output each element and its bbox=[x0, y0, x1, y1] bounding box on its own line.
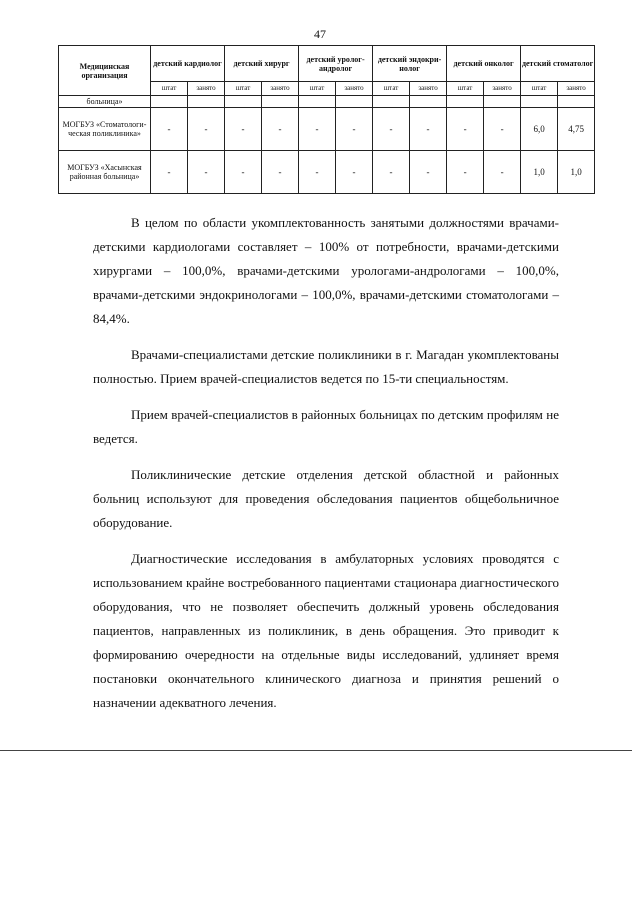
subheader-occupied: занято bbox=[484, 82, 521, 96]
table-row bbox=[59, 108, 595, 151]
header-specialty: детский кардиолог bbox=[151, 46, 225, 82]
paragraph: В целом по области укомплектованность занятыми должностями врачами-детскими кардиологами составляет – 100% от потребности, врачами-детскими хирургами – 100,0%, врачами-детскими урологами-андрологами – 100,0%, врачами-детскими эндокринологами – 100,0%, врачами-детскими стоматологами – 84,4%. bbox=[93, 215, 559, 326]
value-cell bbox=[225, 96, 262, 108]
value-cell: - bbox=[484, 151, 521, 194]
value-cell: - bbox=[262, 108, 299, 151]
table-row bbox=[59, 96, 595, 108]
value-cell bbox=[373, 96, 410, 108]
value-cell: - bbox=[225, 151, 262, 194]
table-row bbox=[59, 151, 595, 194]
value-cell: 1,0 bbox=[521, 151, 558, 194]
value-cell: - bbox=[225, 108, 262, 151]
value-cell bbox=[410, 96, 447, 108]
value-cell: - bbox=[373, 151, 410, 194]
value-cell: - bbox=[373, 108, 410, 151]
value-cell: - bbox=[447, 151, 484, 194]
value-cell: - bbox=[151, 108, 188, 151]
subheader-occupied: занято bbox=[262, 82, 299, 96]
subheader-staff: штат bbox=[151, 82, 188, 96]
paragraph: Поликлинические детские отделения детской областной и районных больниц используют для проведения обследования пациентов общебольничное оборудование. bbox=[93, 467, 559, 530]
value-cell: - bbox=[262, 151, 299, 194]
value-cell: - bbox=[188, 108, 225, 151]
subheader-staff: штат bbox=[521, 82, 558, 96]
header-specialty: детский хирург bbox=[225, 46, 299, 82]
paragraph: Врачами-специалистами детские поликлиники в г. Магадан укомплектованы полностью. Прием врачей-специалистов ведется по 15-ти специальностям. bbox=[93, 347, 559, 386]
value-cell: - bbox=[336, 108, 373, 151]
value-cell bbox=[447, 96, 484, 108]
value-cell bbox=[151, 96, 188, 108]
header-specialty: детский уролог-андролог bbox=[299, 46, 373, 82]
org-cell: МОГБУЗ «Стоматологи-ческая поликлиника» bbox=[59, 108, 151, 151]
subheader-staff: штат bbox=[225, 82, 262, 96]
org-cell: МОГБУЗ «Хасынская районная больница» bbox=[59, 151, 151, 194]
value-cell: - bbox=[299, 108, 336, 151]
value-cell bbox=[484, 96, 521, 108]
value-cell bbox=[521, 96, 558, 108]
value-cell: - bbox=[410, 151, 447, 194]
subheader-staff: штат bbox=[299, 82, 336, 96]
header-specialty: детский эндокри-нолог bbox=[373, 46, 447, 82]
page-number: 47 bbox=[314, 27, 326, 41]
value-cell bbox=[336, 96, 373, 108]
table-header-row bbox=[59, 46, 595, 82]
paragraph: Диагностические исследования в амбулаторных условиях проводятся с использованием крайне востребованного пациентами стационара диагностического оборудования, что не позволяет обеспечить должный уровень обследования пациентов, направленных из поликлиник, в день обращения. Это приводит к формированию очередности на отдельные виды исследований, удлиняет время постановки окончательного клинического диагноза и принятия решений о назначении адекватного лечения. bbox=[93, 551, 559, 710]
header-organization: Медицинская организация bbox=[59, 46, 151, 96]
value-cell: - bbox=[336, 151, 373, 194]
subheader-occupied: занято bbox=[558, 82, 595, 96]
header-specialty: детский онколог bbox=[447, 46, 521, 82]
staffing-table bbox=[58, 45, 595, 194]
value-cell: 4,75 bbox=[558, 108, 595, 151]
body-text bbox=[93, 211, 559, 727]
value-cell bbox=[262, 96, 299, 108]
subheader-staff: штат bbox=[373, 82, 410, 96]
value-cell: - bbox=[151, 151, 188, 194]
subheader-occupied: занято bbox=[410, 82, 447, 96]
org-cell: больница» bbox=[59, 96, 151, 108]
value-cell: - bbox=[447, 108, 484, 151]
value-cell: - bbox=[410, 108, 447, 151]
value-cell: 1,0 bbox=[558, 151, 595, 194]
value-cell: - bbox=[188, 151, 225, 194]
value-cell: - bbox=[299, 151, 336, 194]
value-cell bbox=[188, 96, 225, 108]
value-cell bbox=[558, 96, 595, 108]
value-cell bbox=[299, 96, 336, 108]
value-cell: 6,0 bbox=[521, 108, 558, 151]
subheader-occupied: занято bbox=[336, 82, 373, 96]
paragraph: Прием врачей-специалистов в районных больницах по детским профилям не ведется. bbox=[93, 407, 559, 446]
subheader-staff: штат bbox=[447, 82, 484, 96]
value-cell: - bbox=[484, 108, 521, 151]
header-specialty: детский стоматолог bbox=[521, 46, 595, 82]
footer-divider bbox=[0, 750, 632, 751]
subheader-occupied: занято bbox=[188, 82, 225, 96]
